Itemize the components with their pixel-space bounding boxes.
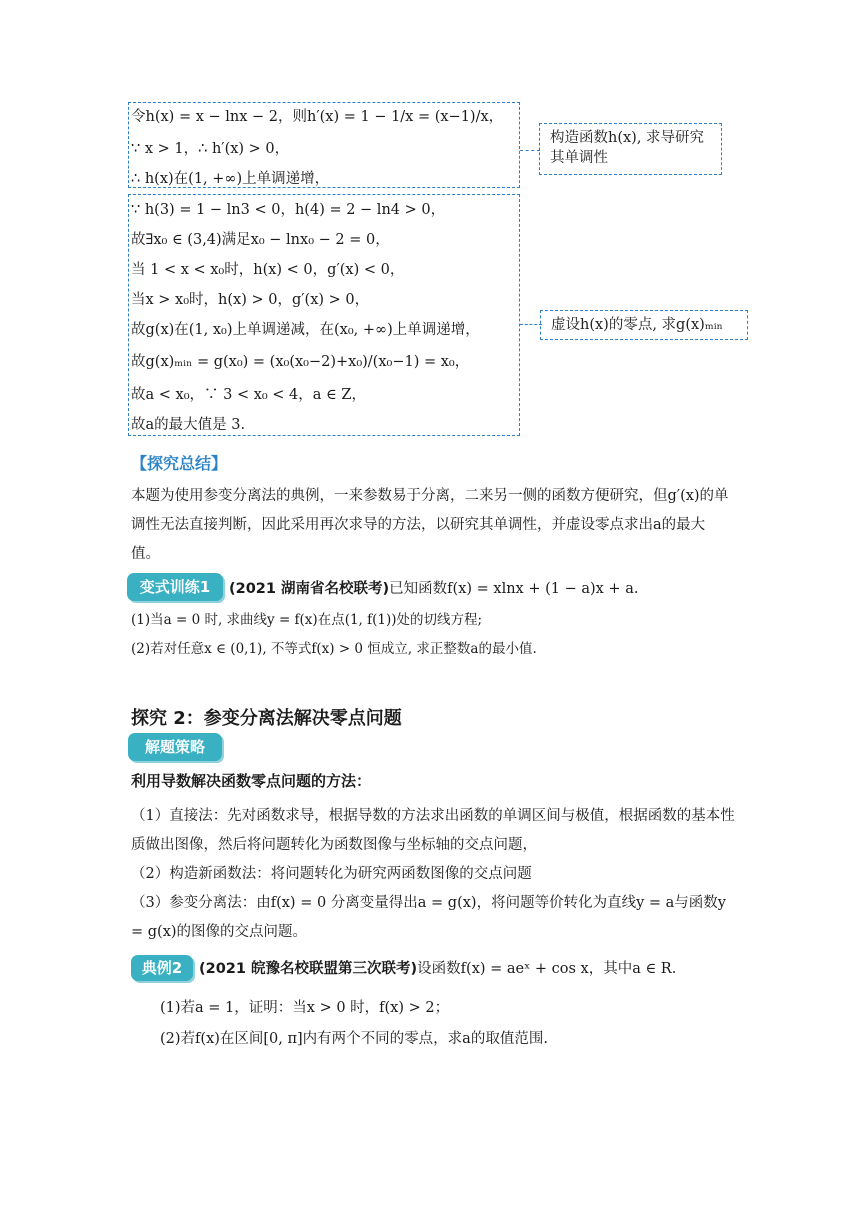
method-item-2: （2）构造新函数法：将问题转化为研究两函数图像的交点问题 xyxy=(131,866,532,882)
example-stem: 设函数f(x) = aeˣ + cos x，其中a ∈ R. xyxy=(417,961,677,977)
exercise-source xyxy=(229,580,638,598)
method-item-3: （3）参变分离法：由f(x) = 0 分离变量得出a = g(x)，将问题等价转化为直线y = a与函数y = g(x)的图像的交点问题。 xyxy=(131,895,726,940)
side-note-1: 构造函数h(x), 求导研究其单调性 xyxy=(539,123,722,175)
solution-line: 故g(x)在(1, x₀)上单调递减，在(x₀, +∞)上单调递增， xyxy=(131,322,480,338)
solution-line: ∵ x > 1，∴ h′(x) > 0， xyxy=(131,141,290,157)
solution-line: 故g(x)ₘᵢₙ = g(x₀) = (x₀(x₀−2)+x₀)/(x₀−1) = x₀， xyxy=(131,354,470,370)
example-question-1: (1)若a = 1，证明：当x > 0 时，f(x) > 2； xyxy=(160,1000,450,1016)
connector-line-2 xyxy=(520,324,542,325)
exercise-source-text: (2021 湖南省名校联考) xyxy=(229,581,390,597)
exercise-question-2: (2)若对任意x ∈ (0,1), 不等式f(x) > 0 恒成立, 求正整数a的最小值. xyxy=(131,641,537,657)
method-subtitle: 利用导数解决函数零点问题的方法： xyxy=(131,772,372,790)
solution-line: 故a的最大值是 3. xyxy=(131,417,246,433)
exercise-stem: 已知函数f(x) = xlnx + (1 − a)x + a. xyxy=(389,581,639,597)
solution-line: ∵ h(3) = 1 − ln3 < 0，h(4) = 2 − ln4 > 0， xyxy=(131,202,446,218)
exercise-badge: 变式训练1 xyxy=(127,573,223,601)
summary-text: 本题为使用参变分离法的典例，一来参数易于分离，二来另一侧的函数方便研究，但g′(x)的单调性无法直接判断，因此采用再次求导的方法，以研究其单调性，并虚设零点求出a的最大值。 xyxy=(131,488,729,562)
section-title: 探究 2：参变分离法解决零点问题 xyxy=(131,708,402,729)
strategy-badge: 解题策略 xyxy=(128,733,222,761)
method-item-1: （1）直接法：先对函数求导，根据导数的方法求出函数的单调区间与极值，根据函数的基本性质做出图像，然后将问题转化为函数图像与坐标轴的交点问题， xyxy=(131,808,735,853)
side-note-2: 虚设h(x)的零点, 求g(x)ₘᵢₙ xyxy=(540,310,748,340)
solution-line: 故∃x₀ ∈ (3,4)满足x₀ − lnx₀ − 2 = 0， xyxy=(131,232,390,248)
solution-line: 当x > x₀时，h(x) > 0，g′(x) > 0， xyxy=(131,292,370,308)
example-source xyxy=(199,960,676,978)
connector-line-1 xyxy=(520,150,540,151)
solution-line: ∴ h(x)在(1, +∞)上单调递增， xyxy=(131,171,330,187)
exercise-question-1: (1)当a = 0 时, 求曲线y = f(x)在点(1, f(1))处的切线方程; xyxy=(131,612,483,628)
example-badge: 典例2 xyxy=(131,955,193,981)
solution-line: 故a < x₀，∵ 3 < x₀ < 4，a ∈ Z， xyxy=(131,387,366,403)
summary-heading: 【探究总结】 xyxy=(131,454,228,473)
example-source-text: (2021 皖豫名校联盟第三次联考) xyxy=(199,961,418,977)
example-question-2: (2)若f(x)在区间[0, π]内有两个不同的零点，求a的取值范围. xyxy=(160,1031,548,1047)
solution-line: 令h(x) = x − lnx − 2，则h′(x) = 1 − 1/x = (x−1)/x， xyxy=(131,109,504,125)
solution-line: 当 1 < x < x₀时，h(x) < 0，g′(x) < 0， xyxy=(131,262,405,278)
